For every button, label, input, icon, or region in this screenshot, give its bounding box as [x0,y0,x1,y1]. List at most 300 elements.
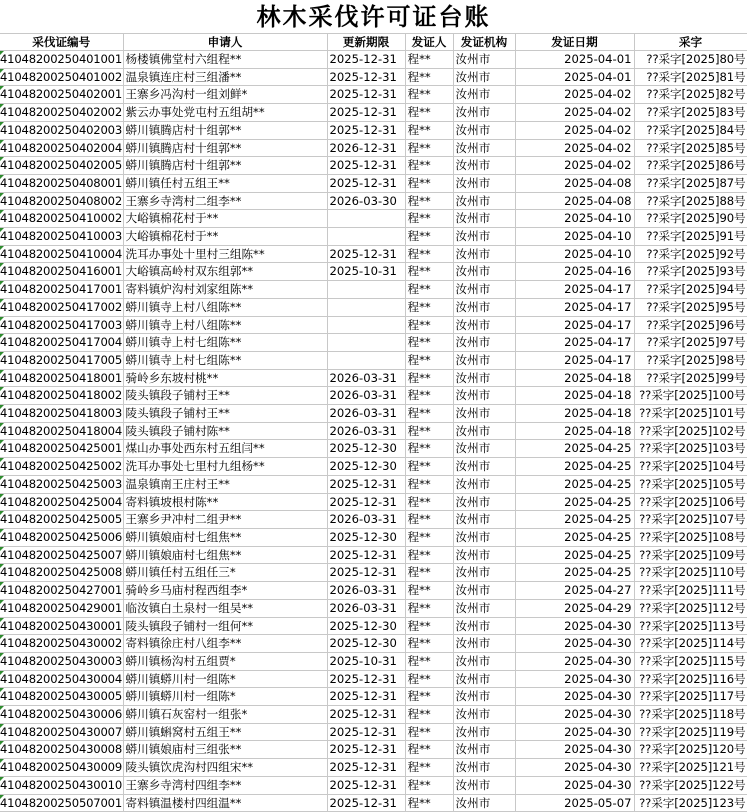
issuing-agency-cell[interactable]: 汝州市 [453,263,515,281]
issue-date-cell[interactable]: 2025-04-10 [515,210,634,228]
issuing-agency-cell[interactable]: 汝州市 [453,298,515,316]
permit-number-cell[interactable]: 41048200250417005 [0,351,123,369]
permit-code-cell[interactable]: ??采字[2025]91号 [634,228,747,246]
issuer-cell[interactable]: 程** [405,174,453,192]
applicant-cell[interactable]: 蟒川镇石灰窑村一组张* [123,706,327,724]
permit-number-cell[interactable]: 41048200250425004 [0,493,123,511]
applicant-cell[interactable]: 蟒川镇寺上村八组陈** [123,298,327,316]
issuer-cell[interactable]: 程** [405,741,453,759]
renewal-deadline-cell[interactable]: 2025-12-31 [327,51,405,69]
issuing-agency-cell[interactable]: 汝州市 [453,281,515,299]
permit-code-cell[interactable]: ??采字[2025]116号 [634,670,747,688]
renewal-deadline-cell[interactable]: 2025-12-31 [327,776,405,794]
permit-code-cell[interactable]: ??采字[2025]87号 [634,174,747,192]
header-permit-code[interactable]: 采字 [634,34,747,51]
applicant-cell[interactable]: 骑岭乡马庙村程西组李* [123,582,327,600]
permit-code-cell[interactable]: ??采字[2025]101号 [634,405,747,423]
applicant-cell[interactable]: 蟒川镇娘庙村七组焦** [123,546,327,564]
issuing-agency-cell[interactable]: 汝州市 [453,741,515,759]
permit-code-cell[interactable]: ??采字[2025]93号 [634,263,747,281]
permit-number-cell[interactable]: 41048200250408002 [0,192,123,210]
issue-date-cell[interactable]: 2025-04-29 [515,599,634,617]
permit-number-cell[interactable]: 41048200250416001 [0,263,123,281]
issuing-agency-cell[interactable]: 汝州市 [453,68,515,86]
applicant-cell[interactable]: 大峪镇棉花村于** [123,228,327,246]
issuer-cell[interactable]: 程** [405,617,453,635]
permit-number-cell[interactable]: 41048200250427001 [0,582,123,600]
issue-date-cell[interactable]: 2025-04-17 [515,351,634,369]
permit-code-cell[interactable]: ??采字[2025]85号 [634,139,747,157]
issuing-agency-cell[interactable]: 汝州市 [453,422,515,440]
issuer-cell[interactable]: 程** [405,51,453,69]
renewal-deadline-cell[interactable]: 2025-10-31 [327,263,405,281]
permit-code-cell[interactable]: ??采字[2025]103号 [634,440,747,458]
permit-number-cell[interactable]: 41048200250401001 [0,51,123,69]
issuing-agency-cell[interactable]: 汝州市 [453,86,515,104]
issuer-cell[interactable]: 程** [405,528,453,546]
issuer-cell[interactable]: 程** [405,582,453,600]
permit-number-cell[interactable]: 41048200250410003 [0,228,123,246]
renewal-deadline-cell[interactable]: 2026-03-31 [327,599,405,617]
renewal-deadline-cell[interactable] [327,281,405,299]
issue-date-cell[interactable]: 2025-04-25 [515,475,634,493]
permit-number-cell[interactable]: 41048200250429001 [0,599,123,617]
applicant-cell[interactable]: 煤山办事处西东村五组闫** [123,440,327,458]
applicant-cell[interactable]: 寄料镇炉沟村刘家组陈** [123,281,327,299]
renewal-deadline-cell[interactable]: 2025-12-31 [327,688,405,706]
permit-number-cell[interactable]: 41048200250425002 [0,458,123,476]
issue-date-cell[interactable]: 2025-04-25 [515,493,634,511]
issuer-cell[interactable]: 程** [405,281,453,299]
applicant-cell[interactable]: 洗耳办事处十里村三组陈** [123,245,327,263]
issue-date-cell[interactable]: 2025-04-30 [515,776,634,794]
issuer-cell[interactable]: 程** [405,316,453,334]
permit-number-cell[interactable]: 41048200250430010 [0,776,123,794]
permit-number-cell[interactable]: 41048200250402004 [0,139,123,157]
issuing-agency-cell[interactable]: 汝州市 [453,104,515,122]
permit-code-cell[interactable]: ??采字[2025]94号 [634,281,747,299]
issue-date-cell[interactable]: 2025-04-18 [515,387,634,405]
issue-date-cell[interactable]: 2025-04-17 [515,281,634,299]
issue-date-cell[interactable]: 2025-04-17 [515,316,634,334]
issuer-cell[interactable]: 程** [405,298,453,316]
permit-code-cell[interactable]: ??采字[2025]104号 [634,458,747,476]
applicant-cell[interactable]: 王寨乡寺湾村二组李** [123,192,327,210]
applicant-cell[interactable]: 寄料镇徐庄村八组李** [123,635,327,653]
applicant-cell[interactable]: 大峪镇棉花村于** [123,210,327,228]
applicant-cell[interactable]: 温泉镇连庄村三组潘** [123,68,327,86]
issuing-agency-cell[interactable]: 汝州市 [453,776,515,794]
permit-code-cell[interactable]: ??采字[2025]113号 [634,617,747,635]
issuing-agency-cell[interactable]: 汝州市 [453,51,515,69]
issue-date-cell[interactable]: 2025-04-25 [515,440,634,458]
permit-number-cell[interactable]: 41048200250402005 [0,157,123,175]
issue-date-cell[interactable]: 2025-04-02 [515,104,634,122]
issue-date-cell[interactable]: 2025-04-02 [515,157,634,175]
applicant-cell[interactable]: 陵头镇段子铺村王** [123,387,327,405]
permit-code-cell[interactable]: ??采字[2025]106号 [634,493,747,511]
issue-date-cell[interactable]: 2025-04-25 [515,546,634,564]
issuer-cell[interactable]: 程** [405,564,453,582]
issue-date-cell[interactable]: 2025-04-25 [515,564,634,582]
issue-date-cell[interactable]: 2025-04-17 [515,298,634,316]
applicant-cell[interactable]: 陵头镇段子铺村陈** [123,422,327,440]
issuing-agency-cell[interactable]: 汝州市 [453,599,515,617]
permit-number-cell[interactable]: 41048200250425008 [0,564,123,582]
renewal-deadline-cell[interactable]: 2026-03-31 [327,582,405,600]
issuing-agency-cell[interactable]: 汝州市 [453,369,515,387]
applicant-cell[interactable]: 陵头镇段子铺村一组何** [123,617,327,635]
issuing-agency-cell[interactable]: 汝州市 [453,617,515,635]
issuer-cell[interactable]: 程** [405,635,453,653]
issuer-cell[interactable]: 程** [405,458,453,476]
issue-date-cell[interactable]: 2025-04-30 [515,652,634,670]
applicant-cell[interactable]: 蟒川镇寺上村八组陈** [123,316,327,334]
issuer-cell[interactable]: 程** [405,794,453,812]
issuer-cell[interactable]: 程** [405,670,453,688]
renewal-deadline-cell[interactable]: 2025-12-30 [327,458,405,476]
permit-code-cell[interactable]: ??采字[2025]81号 [634,68,747,86]
issue-date-cell[interactable]: 2025-04-30 [515,723,634,741]
issuing-agency-cell[interactable]: 汝州市 [453,652,515,670]
renewal-deadline-cell[interactable] [327,316,405,334]
issue-date-cell[interactable]: 2025-04-10 [515,245,634,263]
renewal-deadline-cell[interactable]: 2025-12-31 [327,794,405,812]
issue-date-cell[interactable]: 2025-04-08 [515,174,634,192]
issuer-cell[interactable]: 程** [405,493,453,511]
applicant-cell[interactable]: 蟒川镇腾店村十组郭** [123,121,327,139]
renewal-deadline-cell[interactable]: 2025-12-31 [327,706,405,724]
permit-code-cell[interactable]: ??采字[2025]105号 [634,475,747,493]
header-applicant[interactable]: 申请人 [123,34,327,51]
issuer-cell[interactable]: 程** [405,776,453,794]
renewal-deadline-cell[interactable]: 2025-12-31 [327,493,405,511]
issue-date-cell[interactable]: 2025-04-02 [515,86,634,104]
permit-number-cell[interactable]: 41048200250425006 [0,528,123,546]
issue-date-cell[interactable]: 2025-04-17 [515,334,634,352]
permit-number-cell[interactable]: 41048200250430008 [0,741,123,759]
issuing-agency-cell[interactable]: 汝州市 [453,316,515,334]
permit-number-cell[interactable]: 41048200250430001 [0,617,123,635]
renewal-deadline-cell[interactable]: 2025-12-31 [327,86,405,104]
permit-code-cell[interactable]: ??采字[2025]99号 [634,369,747,387]
issuing-agency-cell[interactable]: 汝州市 [453,121,515,139]
permit-number-cell[interactable]: 41048200250425001 [0,440,123,458]
renewal-deadline-cell[interactable]: 2025-12-31 [327,564,405,582]
issuer-cell[interactable]: 程** [405,192,453,210]
permit-code-cell[interactable]: ??采字[2025]83号 [634,104,747,122]
renewal-deadline-cell[interactable]: 2025-12-31 [327,475,405,493]
issuing-agency-cell[interactable]: 汝州市 [453,670,515,688]
issue-date-cell[interactable]: 2025-04-02 [515,139,634,157]
renewal-deadline-cell[interactable]: 2026-03-31 [327,387,405,405]
applicant-cell[interactable]: 大峪镇高岭村双东组郭** [123,263,327,281]
permit-code-cell[interactable]: ??采字[2025]95号 [634,298,747,316]
applicant-cell[interactable]: 洗耳办事处七里村九组杨** [123,458,327,476]
permit-number-cell[interactable]: 41048200250410004 [0,245,123,263]
issue-date-cell[interactable]: 2025-04-30 [515,759,634,777]
issuing-agency-cell[interactable]: 汝州市 [453,157,515,175]
permit-number-cell[interactable]: 41048200250418004 [0,422,123,440]
permit-number-cell[interactable]: 41048200250402002 [0,104,123,122]
renewal-deadline-cell[interactable]: 2025-12-31 [327,245,405,263]
permit-code-cell[interactable]: ??采字[2025]86号 [634,157,747,175]
permit-code-cell[interactable]: ??采字[2025]115号 [634,652,747,670]
issuer-cell[interactable]: 程** [405,68,453,86]
renewal-deadline-cell[interactable]: 2025-10-31 [327,652,405,670]
issuing-agency-cell[interactable]: 汝州市 [453,564,515,582]
issuer-cell[interactable]: 程** [405,86,453,104]
issuer-cell[interactable]: 程** [405,121,453,139]
issue-date-cell[interactable]: 2025-04-27 [515,582,634,600]
issuing-agency-cell[interactable]: 汝州市 [453,334,515,352]
permit-number-cell[interactable]: 41048200250425003 [0,475,123,493]
permit-number-cell[interactable]: 41048200250417002 [0,298,123,316]
permit-number-cell[interactable]: 41048200250402001 [0,86,123,104]
permit-number-cell[interactable]: 41048200250430002 [0,635,123,653]
permit-number-cell[interactable]: 41048200250402003 [0,121,123,139]
issue-date-cell[interactable]: 2025-04-02 [515,121,634,139]
renewal-deadline-cell[interactable]: 2026-03-31 [327,511,405,529]
issuing-agency-cell[interactable]: 汝州市 [453,245,515,263]
header-issuer[interactable]: 发证人 [405,34,453,51]
renewal-deadline-cell[interactable] [327,210,405,228]
issuing-agency-cell[interactable]: 汝州市 [453,528,515,546]
applicant-cell[interactable]: 蟒川镇蟒川村一组陈* [123,688,327,706]
issuer-cell[interactable]: 程** [405,351,453,369]
permit-number-cell[interactable]: 41048200250507001 [0,794,123,812]
issue-date-cell[interactable]: 2025-04-30 [515,635,634,653]
permit-number-cell[interactable]: 41048200250430004 [0,670,123,688]
permit-code-cell[interactable]: ??采字[2025]109号 [634,546,747,564]
renewal-deadline-cell[interactable] [327,298,405,316]
issuing-agency-cell[interactable]: 汝州市 [453,475,515,493]
applicant-cell[interactable]: 骑岭乡东坡村桃** [123,369,327,387]
renewal-deadline-cell[interactable]: 2026-03-30 [327,192,405,210]
permit-number-cell[interactable]: 41048200250430009 [0,759,123,777]
issuing-agency-cell[interactable]: 汝州市 [453,139,515,157]
issuer-cell[interactable]: 程** [405,139,453,157]
applicant-cell[interactable]: 蟒川镇寺上村七组陈** [123,334,327,352]
applicant-cell[interactable]: 蟒川镇任村五组王** [123,174,327,192]
issuer-cell[interactable]: 程** [405,263,453,281]
renewal-deadline-cell[interactable]: 2025-12-30 [327,635,405,653]
renewal-deadline-cell[interactable]: 2025-12-31 [327,670,405,688]
issuing-agency-cell[interactable]: 汝州市 [453,210,515,228]
permit-code-cell[interactable]: ??采字[2025]107号 [634,511,747,529]
permit-code-cell[interactable]: ??采字[2025]82号 [634,86,747,104]
issuer-cell[interactable]: 程** [405,387,453,405]
issue-date-cell[interactable]: 2025-05-07 [515,794,634,812]
permit-code-cell[interactable]: ??采字[2025]88号 [634,192,747,210]
renewal-deadline-cell[interactable]: 2026-03-31 [327,422,405,440]
renewal-deadline-cell[interactable]: 2025-12-30 [327,617,405,635]
issue-date-cell[interactable]: 2025-04-08 [515,192,634,210]
issuing-agency-cell[interactable]: 汝州市 [453,546,515,564]
renewal-deadline-cell[interactable]: 2026-03-31 [327,405,405,423]
issue-date-cell[interactable]: 2025-04-10 [515,228,634,246]
applicant-cell[interactable]: 蟒川镇腾店村十组郭** [123,139,327,157]
issue-date-cell[interactable]: 2025-04-25 [515,528,634,546]
issue-date-cell[interactable]: 2025-04-25 [515,511,634,529]
issuer-cell[interactable]: 程** [405,546,453,564]
renewal-deadline-cell[interactable]: 2025-12-31 [327,759,405,777]
permit-number-cell[interactable]: 41048200250418001 [0,369,123,387]
issuer-cell[interactable]: 程** [405,652,453,670]
renewal-deadline-cell[interactable]: 2025-12-31 [327,174,405,192]
issue-date-cell[interactable]: 2025-04-30 [515,741,634,759]
permit-number-cell[interactable]: 41048200250408001 [0,174,123,192]
applicant-cell[interactable]: 杨楼镇佛堂村六组程** [123,51,327,69]
permit-number-cell[interactable]: 41048200250430005 [0,688,123,706]
issuing-agency-cell[interactable]: 汝州市 [453,511,515,529]
permit-code-cell[interactable]: ??采字[2025]80号 [634,51,747,69]
applicant-cell[interactable]: 蟒川镇杨沟村五组贾* [123,652,327,670]
issuer-cell[interactable]: 程** [405,475,453,493]
issue-date-cell[interactable]: 2025-04-30 [515,688,634,706]
issuer-cell[interactable]: 程** [405,369,453,387]
permit-code-cell[interactable]: ??采字[2025]110号 [634,564,747,582]
permit-code-cell[interactable]: ??采字[2025]112号 [634,599,747,617]
issuer-cell[interactable]: 程** [405,723,453,741]
applicant-cell[interactable]: 蟒川镇娘庙村三组张** [123,741,327,759]
issue-date-cell[interactable]: 2025-04-01 [515,51,634,69]
permit-code-cell[interactable]: ??采字[2025]84号 [634,121,747,139]
issuer-cell[interactable]: 程** [405,210,453,228]
applicant-cell[interactable]: 王寨乡冯沟村一组刘鲜* [123,86,327,104]
issuing-agency-cell[interactable]: 汝州市 [453,174,515,192]
permit-code-cell[interactable]: ??采字[2025]120号 [634,741,747,759]
applicant-cell[interactable]: 陵头镇饮虎沟村四组宋** [123,759,327,777]
issuing-agency-cell[interactable]: 汝州市 [453,405,515,423]
issuing-agency-cell[interactable]: 汝州市 [453,794,515,812]
permit-number-cell[interactable]: 41048200250417001 [0,281,123,299]
permit-number-cell[interactable]: 41048200250410002 [0,210,123,228]
applicant-cell[interactable]: 蟒川镇蟒川村一组陈* [123,670,327,688]
issue-date-cell[interactable]: 2025-04-30 [515,670,634,688]
permit-number-cell[interactable]: 41048200250401002 [0,68,123,86]
applicant-cell[interactable]: 寄料镇温楼村四组温** [123,794,327,812]
issuing-agency-cell[interactable]: 汝州市 [453,493,515,511]
renewal-deadline-cell[interactable]: 2025-12-31 [327,121,405,139]
applicant-cell[interactable]: 蟒川镇娘庙村七组焦** [123,528,327,546]
header-renewal-deadline[interactable]: 更新期限 [327,34,405,51]
issuing-agency-cell[interactable]: 汝州市 [453,458,515,476]
renewal-deadline-cell[interactable] [327,228,405,246]
permit-number-cell[interactable]: 41048200250418002 [0,387,123,405]
header-issue-date[interactable]: 发证日期 [515,34,634,51]
permit-code-cell[interactable]: ??采字[2025]102号 [634,422,747,440]
applicant-cell[interactable]: 蟒川镇寺上村七组陈** [123,351,327,369]
issuer-cell[interactable]: 程** [405,706,453,724]
applicant-cell[interactable]: 王寨乡尹冲村二组尹** [123,511,327,529]
renewal-deadline-cell[interactable]: 2025-12-31 [327,68,405,86]
permit-code-cell[interactable]: ??采字[2025]90号 [634,210,747,228]
issuer-cell[interactable]: 程** [405,688,453,706]
permit-number-cell[interactable]: 41048200250430006 [0,706,123,724]
permit-number-cell[interactable]: 41048200250418003 [0,405,123,423]
issuer-cell[interactable]: 程** [405,228,453,246]
renewal-deadline-cell[interactable]: 2025-12-31 [327,723,405,741]
permit-code-cell[interactable]: ??采字[2025]122号 [634,776,747,794]
permit-code-cell[interactable]: ??采字[2025]117号 [634,688,747,706]
renewal-deadline-cell[interactable]: 2025-12-31 [327,104,405,122]
issuer-cell[interactable]: 程** [405,405,453,423]
issue-date-cell[interactable]: 2025-04-18 [515,405,634,423]
permit-number-cell[interactable]: 41048200250417004 [0,334,123,352]
applicant-cell[interactable]: 陵头镇段子铺村王** [123,405,327,423]
applicant-cell[interactable]: 蟒川镇蝌窝村五组王** [123,723,327,741]
issuer-cell[interactable]: 程** [405,334,453,352]
issuing-agency-cell[interactable]: 汝州市 [453,228,515,246]
issue-date-cell[interactable]: 2025-04-18 [515,422,634,440]
renewal-deadline-cell[interactable] [327,351,405,369]
permit-code-cell[interactable]: ??采字[2025]118号 [634,706,747,724]
permit-code-cell[interactable]: ??采字[2025]123号 [634,794,747,812]
permit-code-cell[interactable]: ??采字[2025]100号 [634,387,747,405]
permit-code-cell[interactable]: ??采字[2025]108号 [634,528,747,546]
issue-date-cell[interactable]: 2025-04-30 [515,706,634,724]
permit-code-cell[interactable]: ??采字[2025]114号 [634,635,747,653]
issuing-agency-cell[interactable]: 汝州市 [453,723,515,741]
issue-date-cell[interactable]: 2025-04-01 [515,68,634,86]
issuing-agency-cell[interactable]: 汝州市 [453,582,515,600]
issuing-agency-cell[interactable]: 汝州市 [453,759,515,777]
issuing-agency-cell[interactable]: 汝州市 [453,192,515,210]
permit-number-cell[interactable]: 41048200250430003 [0,652,123,670]
issuer-cell[interactable]: 程** [405,104,453,122]
permit-number-cell[interactable]: 41048200250430007 [0,723,123,741]
header-permit-number[interactable]: 采伐证编号 [0,34,123,51]
permit-number-cell[interactable]: 41048200250417003 [0,316,123,334]
renewal-deadline-cell[interactable]: 2025-12-31 [327,546,405,564]
renewal-deadline-cell[interactable]: 2025-12-31 [327,741,405,759]
permit-code-cell[interactable]: ??采字[2025]111号 [634,582,747,600]
renewal-deadline-cell[interactable]: 2025-12-31 [327,157,405,175]
renewal-deadline-cell[interactable]: 2025-12-30 [327,440,405,458]
permit-code-cell[interactable]: ??采字[2025]92号 [634,245,747,263]
applicant-cell[interactable]: 寄料镇坡根村陈** [123,493,327,511]
header-issuing-agency[interactable]: 发证机构 [453,34,515,51]
permit-code-cell[interactable]: ??采字[2025]96号 [634,316,747,334]
issue-date-cell[interactable]: 2025-04-18 [515,369,634,387]
issuer-cell[interactable]: 程** [405,245,453,263]
issue-date-cell[interactable]: 2025-04-25 [515,458,634,476]
issuing-agency-cell[interactable]: 汝州市 [453,440,515,458]
permit-code-cell[interactable]: ??采字[2025]121号 [634,759,747,777]
permit-number-cell[interactable]: 41048200250425005 [0,511,123,529]
applicant-cell[interactable]: 温泉镇南王庄村王** [123,475,327,493]
issue-date-cell[interactable]: 2025-04-16 [515,263,634,281]
issuer-cell[interactable]: 程** [405,759,453,777]
renewal-deadline-cell[interactable]: 2025-12-30 [327,528,405,546]
applicant-cell[interactable]: 紫云办事处党屯村五组胡** [123,104,327,122]
issuer-cell[interactable]: 程** [405,157,453,175]
permit-code-cell[interactable]: ??采字[2025]98号 [634,351,747,369]
issuing-agency-cell[interactable]: 汝州市 [453,387,515,405]
renewal-deadline-cell[interactable]: 2026-03-31 [327,369,405,387]
permit-code-cell[interactable]: ??采字[2025]97号 [634,334,747,352]
issuing-agency-cell[interactable]: 汝州市 [453,635,515,653]
issuing-agency-cell[interactable]: 汝州市 [453,706,515,724]
issue-date-cell[interactable]: 2025-04-30 [515,617,634,635]
permit-code-cell[interactable]: ??采字[2025]119号 [634,723,747,741]
renewal-deadline-cell[interactable] [327,334,405,352]
issuing-agency-cell[interactable]: 汝州市 [453,688,515,706]
applicant-cell[interactable]: 蟒川镇任村五组任三* [123,564,327,582]
issuing-agency-cell[interactable]: 汝州市 [453,351,515,369]
issuer-cell[interactable]: 程** [405,422,453,440]
